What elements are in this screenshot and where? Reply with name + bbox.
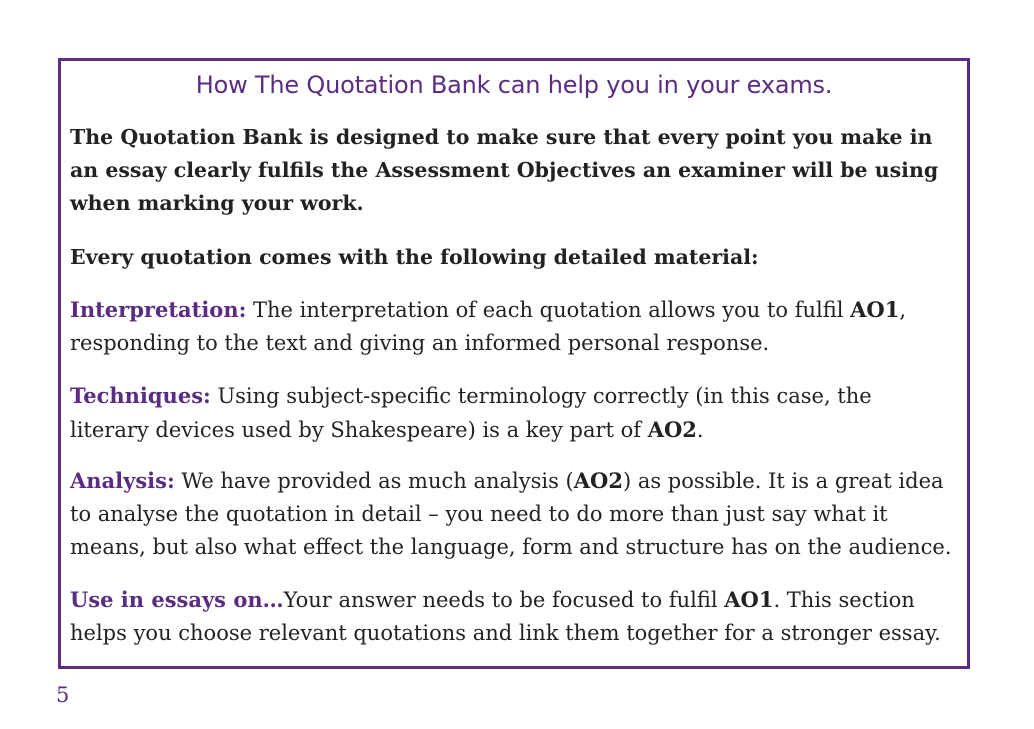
intro-paragraph: The Quotation Bank is designed to make sure that every point you make in an essay clearly fulfils the Assessment Objectives an examiner will be using when marking your work. <box>70 125 939 215</box>
techniques-label: Techniques: <box>70 383 211 408</box>
page-title: How The Quotation Bank can help you in your exams. <box>195 71 833 99</box>
use-in-essays-text-before: Your answer needs to be focused to fulfil <box>283 588 725 612</box>
use-in-essays-text-after: . This section helps you choose relevant quotations and link them together for a stronger essay. <box>70 588 941 645</box>
interpretation-paragraph <box>70 293 953 360</box>
techniques-paragraph <box>70 379 953 447</box>
analysis-ao: AO2 <box>573 468 623 493</box>
use-in-essays-ao: AO1 <box>724 587 774 612</box>
page-number: 5 <box>56 683 70 707</box>
analysis-text-after: ) as possible. It is a great idea to analyse the quotation in detail – you need to do more than just say what it means, but also what effect the language, form and structure has on the audience. <box>70 469 952 559</box>
material-heading: Every quotation comes with the following detailed material: <box>70 245 759 269</box>
analysis-text-before: We have provided as much analysis ( <box>174 469 574 493</box>
use-in-essays-label: Use in essays on… <box>70 587 284 612</box>
use-in-essays-paragraph <box>70 583 953 650</box>
analysis-label: Analysis: <box>70 468 175 493</box>
techniques-text-before: Using subject-specific terminology correctly (in this case, the literary devices used by Shakespeare) is a key part of <box>70 384 872 442</box>
content-frame <box>58 58 970 669</box>
techniques-text-after: . <box>696 418 704 442</box>
interpretation-text-after: , responding to the text and giving an informed personal response. <box>70 298 907 355</box>
interpretation-text-before: The interpretation of each quotation allows you to fulfil <box>246 298 851 322</box>
interpretation-label: Interpretation: <box>70 297 247 322</box>
techniques-ao: AO2 <box>647 417 697 442</box>
interpretation-ao: AO1 <box>850 297 900 322</box>
analysis-paragraph <box>70 464 953 564</box>
